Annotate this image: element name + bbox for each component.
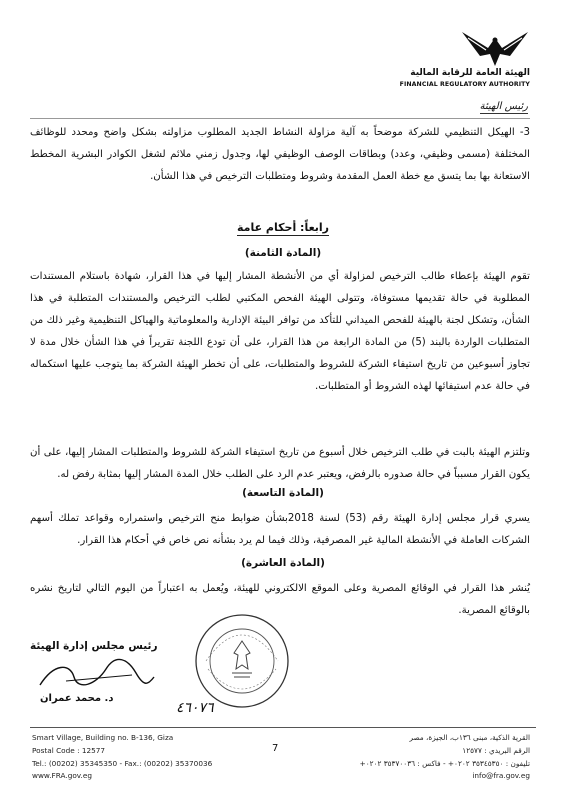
footer-line: Tel.: (00202) 35345350 - Fax.: (00202) 35370036 bbox=[32, 758, 213, 768]
article-10-title: (المادة العاشرة) bbox=[241, 557, 325, 569]
footer-line: تليفون : ٣٥٣٤٥٣٥٠ ٠٢٠٢+ - فاكس : ٣٥٣٧٠٠٣٦ ٠٢٠٢+ bbox=[359, 758, 530, 768]
footer-line: Postal Code : 12577 bbox=[32, 745, 106, 755]
org-name-english: FINANCIAL REGULATORY AUTHORITY bbox=[399, 81, 530, 88]
org-name-arabic: الهيئة العامة للرقابة المالية bbox=[410, 68, 530, 78]
page-number: 7 bbox=[272, 743, 279, 754]
chair-label: رئيس الهيئة bbox=[479, 101, 528, 112]
footer-divider bbox=[30, 727, 536, 728]
footer-address-arabic bbox=[360, 732, 530, 783]
footer-website[interactable]: www.FRA.gov.eg bbox=[32, 771, 92, 781]
footer-address-english bbox=[32, 732, 212, 783]
footer-line: Smart Village, Building no. B-136, Giza bbox=[32, 733, 174, 742]
eagle-icon bbox=[460, 26, 530, 70]
official-stamp bbox=[192, 611, 292, 711]
intro-paragraph: 3- الهيكل التنظيمي للشركة موضحاً به آلية مزاولة النشاط الجديد المطلوب مزاولته بشكل واضح ومحدد للوظائف المختلفة (مسمى وظيفي، وعدد) وبطاقات الوصف الوظيفي لها، وجدول زمني ملائم لشغل الكوادر البشرية المخطط الاستعانة بها بما يتسق مع خطة العمل المقدمة وشروط ومتطلبات الترخيص في هذا الشأن. bbox=[30, 127, 530, 182]
article-8-paragraph-1: تقوم الهيئة بإعطاء طالب الترخيص لمزاولة أي من الأنشطة المشار إليها في هذا القرار، شهادة باستلام المستندات المطلوبة في حالة تقديمها مستوفاة، وتتولى الهيئة الفحص المكتبي لطلب الترخيص والمستندات المتطلبة في هذا الشأن، وتشكل لجنة بالهيئة للفحص الميداني للتأكد من توافر البيئة الإدارية والمعلوماتية والهياكل التنظيمية وغير ذلك من المتطلبات الواردة بالبند (5) من المادة الرابعة من هذا القرار، على أن تودع اللجنة تقريراً في هذا الشأن خلال مدة لا تجاوز أسبوعين من تاريخ استيفاء الشركة للشروط والمتطلبات، على أن تخطر الهيئة الشركة بما يتوجب عليها استكماله في حالة عدم استيفائها لهذه الشروط أو المتطلبات. bbox=[30, 271, 530, 392]
article-10-paragraph: يُنشر هذا القرار في الوقائع المصرية وعلى الموقع الالكتروني للهيئة، ويُعمل به اعتباراً من اليوم التالي لتاريخ نشره بالوقائع المصرية. bbox=[30, 583, 530, 616]
fra-logo bbox=[380, 26, 530, 96]
section-heading-text: رابعاً: أحكام عامة bbox=[236, 221, 330, 234]
article-8-paragraph-2: وتلتزم الهيئة بالبت في طلب الترخيص خلال أسبوع من تاريخ استيفاء الشركة للشروط والمتطلبات المشار إليها، على أن يكون القرار مسبباً في حالة صدوره بالرفض، ويعتبر عدم الرد على الطلب خلال المدة المشار إليها بمثابة رفض له. bbox=[30, 447, 530, 480]
section-heading bbox=[0, 221, 566, 234]
signatory-title: رئيس مجلس إدارة الهيئة bbox=[30, 640, 158, 652]
handwritten-number: ٤٦٠٧٦ bbox=[176, 700, 214, 716]
signatory-name: د. محمد عمران bbox=[40, 693, 114, 704]
footer-line: الرقم البريدي : ١٢٥٧٧ bbox=[462, 745, 530, 755]
article-9-paragraph: يسري قرار مجلس إدارة الهيئة رقم (53) لسنة 2018بشأن ضوابط منح الترخيص واستمراره وقواعد تملك أسهم الشركات العاملة في الأنشطة المالية غير المصرفية، وذلك فيما لم يرد بشأنه نص خاص في أحكام هذا القرار. bbox=[30, 513, 530, 546]
header-divider bbox=[30, 118, 530, 119]
handwritten-signature bbox=[36, 655, 156, 691]
footer-email[interactable]: info@fra.gov.eg bbox=[472, 771, 530, 781]
article-9-title: (المادة التاسعة) bbox=[242, 487, 324, 499]
article-8-title: (المادة الثامنة) bbox=[244, 247, 322, 259]
footer-line: القرية الذكية، مبنى ١٣٦ب، الجيزة، مصر bbox=[409, 733, 530, 742]
